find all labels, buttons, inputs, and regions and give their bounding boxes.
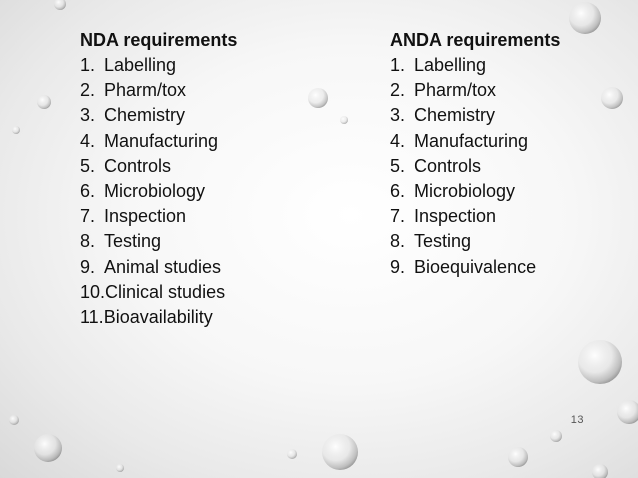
item-number: 7. [80, 206, 96, 227]
item-label: Inspection [104, 206, 187, 227]
item-number: 1. [80, 55, 96, 75]
item-number: 4. [80, 130, 96, 151]
nda-column [80, 28, 237, 330]
item-number: 5. [390, 155, 406, 176]
list-item [80, 154, 237, 179]
item-label: Testing [104, 231, 162, 252]
list-item [390, 154, 560, 179]
anda-requirements-list [390, 53, 560, 280]
item-label: Manufacturing [104, 130, 219, 151]
item-label: Microbiology [104, 181, 206, 202]
anda-heading: ANDA requirements [390, 30, 561, 50]
nda-heading: NDA requirements [80, 30, 238, 50]
anda-column [390, 28, 560, 280]
item-number: 2. [390, 80, 406, 101]
item-label: Inspection [414, 206, 497, 227]
item-label: Bioequivalence [414, 256, 537, 277]
list-item [390, 129, 560, 154]
item-number: 6. [80, 181, 96, 202]
list-item [80, 305, 237, 330]
list-item [80, 229, 237, 254]
item-number: 9. [80, 256, 96, 277]
item-number: 6. [390, 181, 406, 202]
item-label: Controls [414, 155, 482, 176]
item-number: 9. [390, 256, 406, 277]
list-item [390, 53, 560, 78]
list-item [390, 204, 560, 229]
list-item [390, 179, 560, 204]
list-item [80, 179, 237, 204]
list-item [80, 280, 237, 305]
item-label: Bioavailability [103, 307, 213, 328]
item-number: 1. [390, 55, 406, 75]
item-number: 8. [80, 231, 96, 252]
item-label: Controls [104, 155, 172, 176]
nda-requirements-list [80, 53, 237, 330]
list-item [390, 229, 560, 254]
item-label: Pharm/tox [104, 80, 187, 101]
list-item [80, 129, 237, 154]
item-label: Pharm/tox [414, 80, 497, 101]
slide-number: 13 [570, 414, 584, 426]
item-label: Labelling [104, 55, 177, 75]
item-number: 2. [80, 80, 96, 101]
item-number: 7. [390, 206, 406, 227]
item-label: Chemistry [414, 105, 496, 126]
item-label: Animal studies [104, 256, 222, 277]
item-number: 3. [390, 105, 406, 126]
item-number: 4. [390, 130, 406, 151]
list-item [80, 78, 237, 103]
item-number: 10. [80, 281, 106, 302]
item-label: Labelling [414, 55, 487, 75]
list-item [390, 103, 560, 128]
item-number: 11. [80, 307, 104, 328]
item-number: 8. [390, 231, 406, 252]
item-number: 5. [80, 155, 96, 176]
list-item [80, 53, 237, 78]
list-item [80, 103, 237, 128]
item-label: Clinical studies [105, 281, 226, 302]
list-item [80, 255, 237, 280]
item-label: Chemistry [104, 105, 186, 126]
list-item [390, 78, 560, 103]
list-item [390, 255, 560, 280]
list-item [80, 204, 237, 229]
item-number: 3. [80, 105, 96, 126]
item-label: Manufacturing [414, 130, 529, 151]
item-label: Microbiology [414, 181, 516, 202]
item-label: Testing [414, 231, 472, 252]
